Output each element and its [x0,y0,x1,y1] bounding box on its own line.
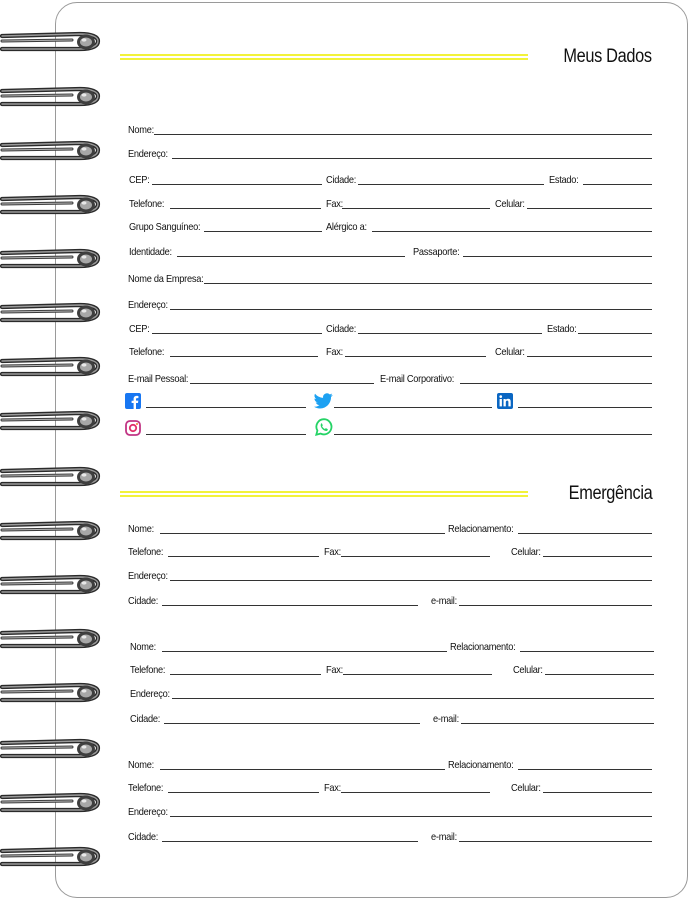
spiral-ring [0,244,104,274]
relacionamento-field[interactable] [518,533,652,534]
telefone-field[interactable] [168,792,319,793]
nome-field[interactable] [160,769,445,770]
field-label: Endereço: [128,806,168,818]
field-label: e-mail: [433,713,459,725]
nome-field[interactable] [154,134,652,135]
field-label: CEP: [129,174,150,186]
field-label: Fax: [324,546,341,558]
form-row-cep [128,170,652,186]
field-label: Nome: [128,124,154,136]
spiral-binding [0,0,110,900]
nome-empresa-field[interactable] [204,283,652,284]
passaporte-field[interactable] [463,256,652,257]
form-row-telefone [128,194,652,210]
emergency-form-row [130,684,654,700]
facebook-icon [125,393,141,409]
field-label: Endereço: [128,299,168,311]
field-label: Endereço: [128,570,168,582]
form-row-endereco [128,144,652,160]
estado-field[interactable] [583,184,652,185]
emergency-form-row [128,542,652,558]
field-label: Telefone: [128,546,164,558]
social-row-1 [128,391,652,409]
field-label: Grupo Sanguíneo: [129,221,201,233]
relacionamento-field[interactable] [520,651,654,652]
endereco-field[interactable] [170,580,652,581]
spiral-ring [0,734,104,764]
twitter-field[interactable] [334,407,492,408]
field-label: Fax: [326,346,343,358]
nome-field[interactable] [162,651,447,652]
form-row-endereco-empresa [128,295,652,311]
field-label: Passaporte: [413,246,460,258]
field-label: Celular: [511,546,541,558]
spiral-ring [0,406,104,436]
celular-field[interactable] [545,674,654,675]
form-row-nome-empresa [128,269,652,285]
endereco-field[interactable] [172,158,652,159]
field-label: Cidade: [128,831,159,843]
identidade-field[interactable] [177,256,405,257]
whatsapp-field[interactable] [334,434,652,435]
fax-empresa-field[interactable] [345,356,486,357]
emergency-form-row [128,802,652,818]
field-label: Endereço: [128,148,168,160]
fax-field[interactable] [341,792,490,793]
whatsapp-icon [315,418,333,436]
spiral-ring [0,136,104,166]
field-label: CEP: [129,323,150,335]
emergency-form-row [128,827,652,843]
email-field[interactable] [459,605,652,606]
cidade-field[interactable] [164,723,420,724]
field-label: Telefone: [128,782,164,794]
form-row-identidade [128,242,652,258]
spiral-ring [0,788,104,818]
cidade-field[interactable] [358,184,544,185]
field-label: Telefone: [129,346,165,358]
telefone-field[interactable] [170,674,321,675]
cidade-field[interactable] [162,841,418,842]
telefone-field[interactable] [168,556,319,557]
cep-empresa-field[interactable] [152,333,322,334]
endereco-empresa-field[interactable] [170,309,652,310]
spiral-ring [0,82,104,112]
fax-field[interactable] [343,674,492,675]
field-label: Nome: [128,759,154,771]
cep-field[interactable] [152,184,322,185]
field-label: E-mail Pessoal: [128,373,189,385]
field-label: Relacionamento: [450,641,516,653]
field-label: Endereço: [130,688,170,700]
spiral-ring [0,27,104,57]
spiral-ring [0,678,104,708]
emergency-form-row [128,591,652,607]
field-label: Cidade: [128,595,159,607]
endereco-field[interactable] [170,816,652,817]
spiral-ring [0,842,104,872]
emergency-form-row [130,709,654,725]
field-label: E-mail Corporativo: [380,373,455,385]
field-label: Celular: [495,198,525,210]
field-label: Fax: [326,664,343,676]
field-label: Relacionamento: [448,759,514,771]
emergency-form-row [128,755,652,771]
estado-empresa-field[interactable] [578,333,652,334]
email-corporativo-field[interactable] [460,383,652,384]
cidade-empresa-field[interactable] [358,333,542,334]
field-label: Identidade: [129,246,172,258]
linkedin-field[interactable] [518,407,652,408]
celular-field[interactable] [543,792,652,793]
fax-field[interactable] [341,556,490,557]
field-label: Estado: [549,174,579,186]
telefone-empresa-field[interactable] [170,356,318,357]
spiral-ring [0,570,104,600]
emergency-form-row [128,566,652,582]
emergency-form-row [128,519,652,535]
field-label: Relacionamento: [448,523,514,535]
spiral-ring [0,624,104,654]
instagram-field[interactable] [146,434,306,435]
grupo-sanguineo-field[interactable] [204,231,322,232]
linkedin-icon [497,393,513,409]
email-pessoal-field[interactable] [190,383,374,384]
emergency-form-row [130,660,654,676]
field-label: Nome: [130,641,156,653]
facebook-field[interactable] [146,407,306,408]
spiral-ring [0,190,104,220]
endereco-field[interactable] [172,698,654,699]
section-title-meus-dados: Meus Dados [563,46,652,67]
emergency-form-row [128,778,652,794]
email-field[interactable] [461,723,654,724]
field-label: Cidade: [326,323,357,335]
form-row-cep-empresa [128,319,652,335]
spiral-ring [0,298,104,328]
field-label: Nome: [128,523,154,535]
field-label: Estado: [547,323,577,335]
field-label: Celular: [511,782,541,794]
celular-field[interactable] [543,556,652,557]
field-label: Alérgico a: [326,221,367,233]
highlight-rule [120,491,528,497]
highlight-rule [120,54,528,60]
field-label: Nome da Empresa: [128,273,204,285]
telefone-field[interactable] [170,208,321,209]
fax-field[interactable] [342,208,490,209]
cidade-field[interactable] [162,605,418,606]
field-label: Telefone: [129,198,165,210]
emergency-form-row [130,637,654,653]
twitter-icon [314,393,333,409]
social-row-2 [128,418,652,436]
section-title-emergencia: Emergência [568,483,652,504]
spiral-ring [0,516,104,546]
relacionamento-field[interactable] [518,769,652,770]
field-label: e-mail: [431,831,457,843]
email-field[interactable] [459,841,652,842]
spiral-ring [0,352,104,382]
form-row-nome [128,120,652,136]
nome-field[interactable] [160,533,445,534]
field-label: e-mail: [431,595,457,607]
field-label: Celular: [513,664,543,676]
celular-field[interactable] [527,208,652,209]
form-row-grupo-sanguineo [128,217,652,233]
alergico-field[interactable] [372,231,652,232]
form-row-email [128,369,652,385]
form-row-telefone-empresa [128,342,652,358]
field-label: Fax: [324,782,341,794]
field-label: Celular: [495,346,525,358]
instagram-icon [125,420,141,436]
spiral-ring [0,462,104,492]
field-label: Fax: [326,198,343,210]
field-label: Cidade: [326,174,357,186]
field-label: Telefone: [130,664,166,676]
field-label: Cidade: [130,713,161,725]
celular-empresa-field[interactable] [527,356,652,357]
